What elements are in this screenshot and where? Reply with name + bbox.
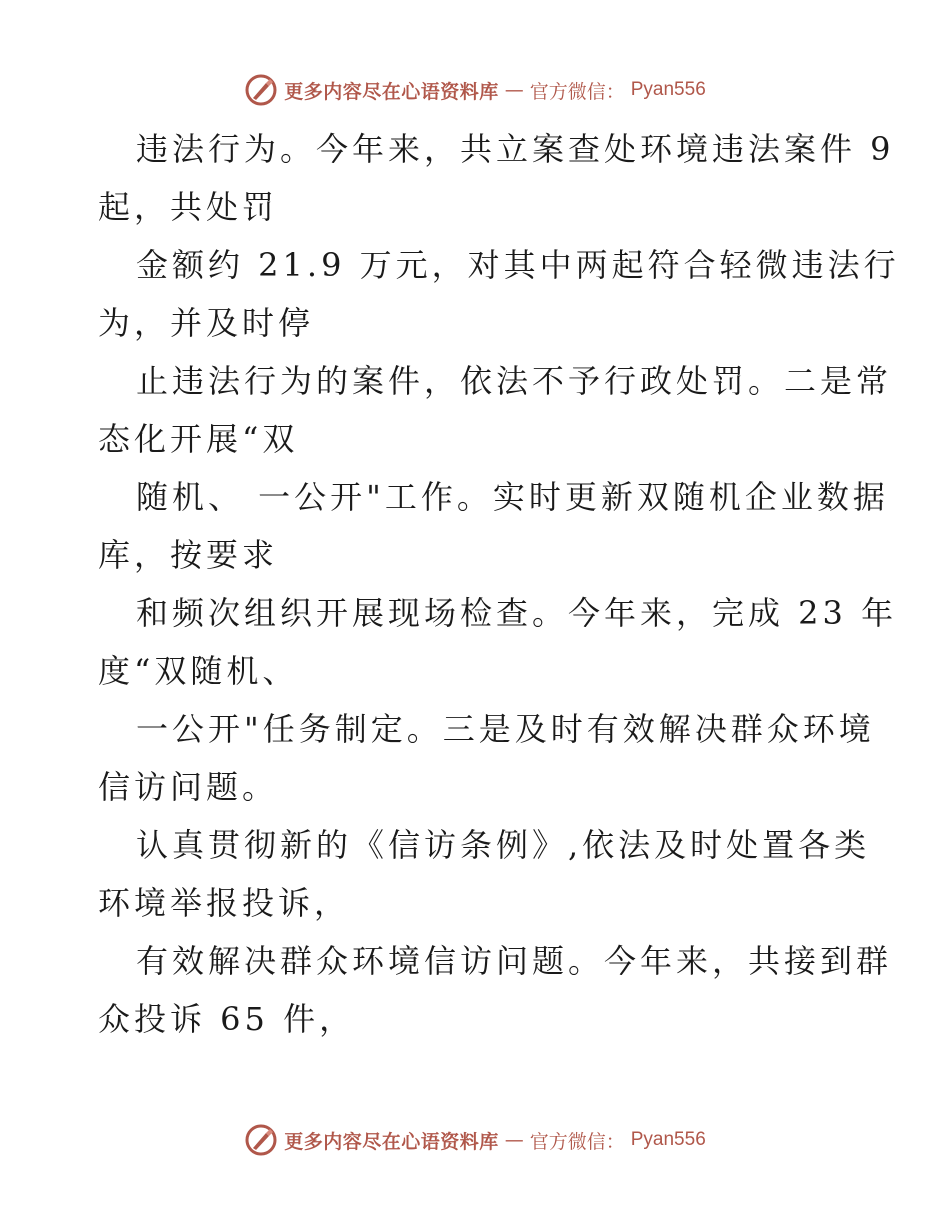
pen-logo-icon bbox=[244, 1123, 278, 1157]
text-line: 止违法行为的案件，依法不予行政处罚。二是常 bbox=[136, 362, 893, 400]
text-line: 一公开"任务制定。三是及时有效解决群众环境 bbox=[136, 710, 875, 748]
watermark-wechat-id: Pyan556 bbox=[630, 79, 706, 100]
text-line: 环境举报投诉， bbox=[98, 884, 351, 922]
watermark-wechat-label: 官方微信： bbox=[529, 1130, 625, 1153]
text-line: 和频次组织开展现场检查。今年来，完成 23 年 bbox=[136, 594, 898, 632]
header-watermark bbox=[0, 70, 950, 110]
text-line: 众投诉 65 件， bbox=[98, 1000, 356, 1038]
text-line: 态化开展“双 bbox=[98, 420, 299, 458]
text-line: 起，共处罚 bbox=[98, 188, 279, 226]
text-line: 库，按要求 bbox=[98, 536, 279, 574]
text-line: 信访问题。 bbox=[98, 768, 279, 806]
text-line: 随机、 一公开"工作。实时更新双随机企业数据 bbox=[136, 478, 889, 516]
document-body bbox=[98, 120, 900, 1048]
footer-watermark bbox=[0, 1120, 950, 1160]
pen-logo-icon bbox=[244, 73, 278, 107]
watermark-wechat-label: 官方微信： bbox=[529, 80, 625, 103]
watermark-main-text: 更多内容尽在心语资料库 bbox=[284, 80, 499, 103]
text-line: 有效解决群众环境信访问题。今年来，共接到群 bbox=[136, 942, 893, 980]
watermark-main-text: 更多内容尽在心语资料库 bbox=[284, 1130, 499, 1153]
text-line: 度“双随机、 bbox=[98, 652, 299, 690]
watermark-separator: — bbox=[504, 1129, 524, 1151]
watermark-wechat-id: Pyan556 bbox=[630, 1129, 706, 1150]
watermark-separator: — bbox=[504, 79, 524, 101]
text-line: 金额约 21.9 万元，对其中两起符合轻微违法行 bbox=[136, 246, 900, 284]
text-line: 违法行为。今年来，共立案查处环境违法案件 9 bbox=[136, 130, 895, 168]
text-line: 认真贯彻新的《信访条例》,依法及时处置各类 bbox=[136, 826, 871, 864]
text-line: 为，并及时停 bbox=[98, 304, 315, 342]
